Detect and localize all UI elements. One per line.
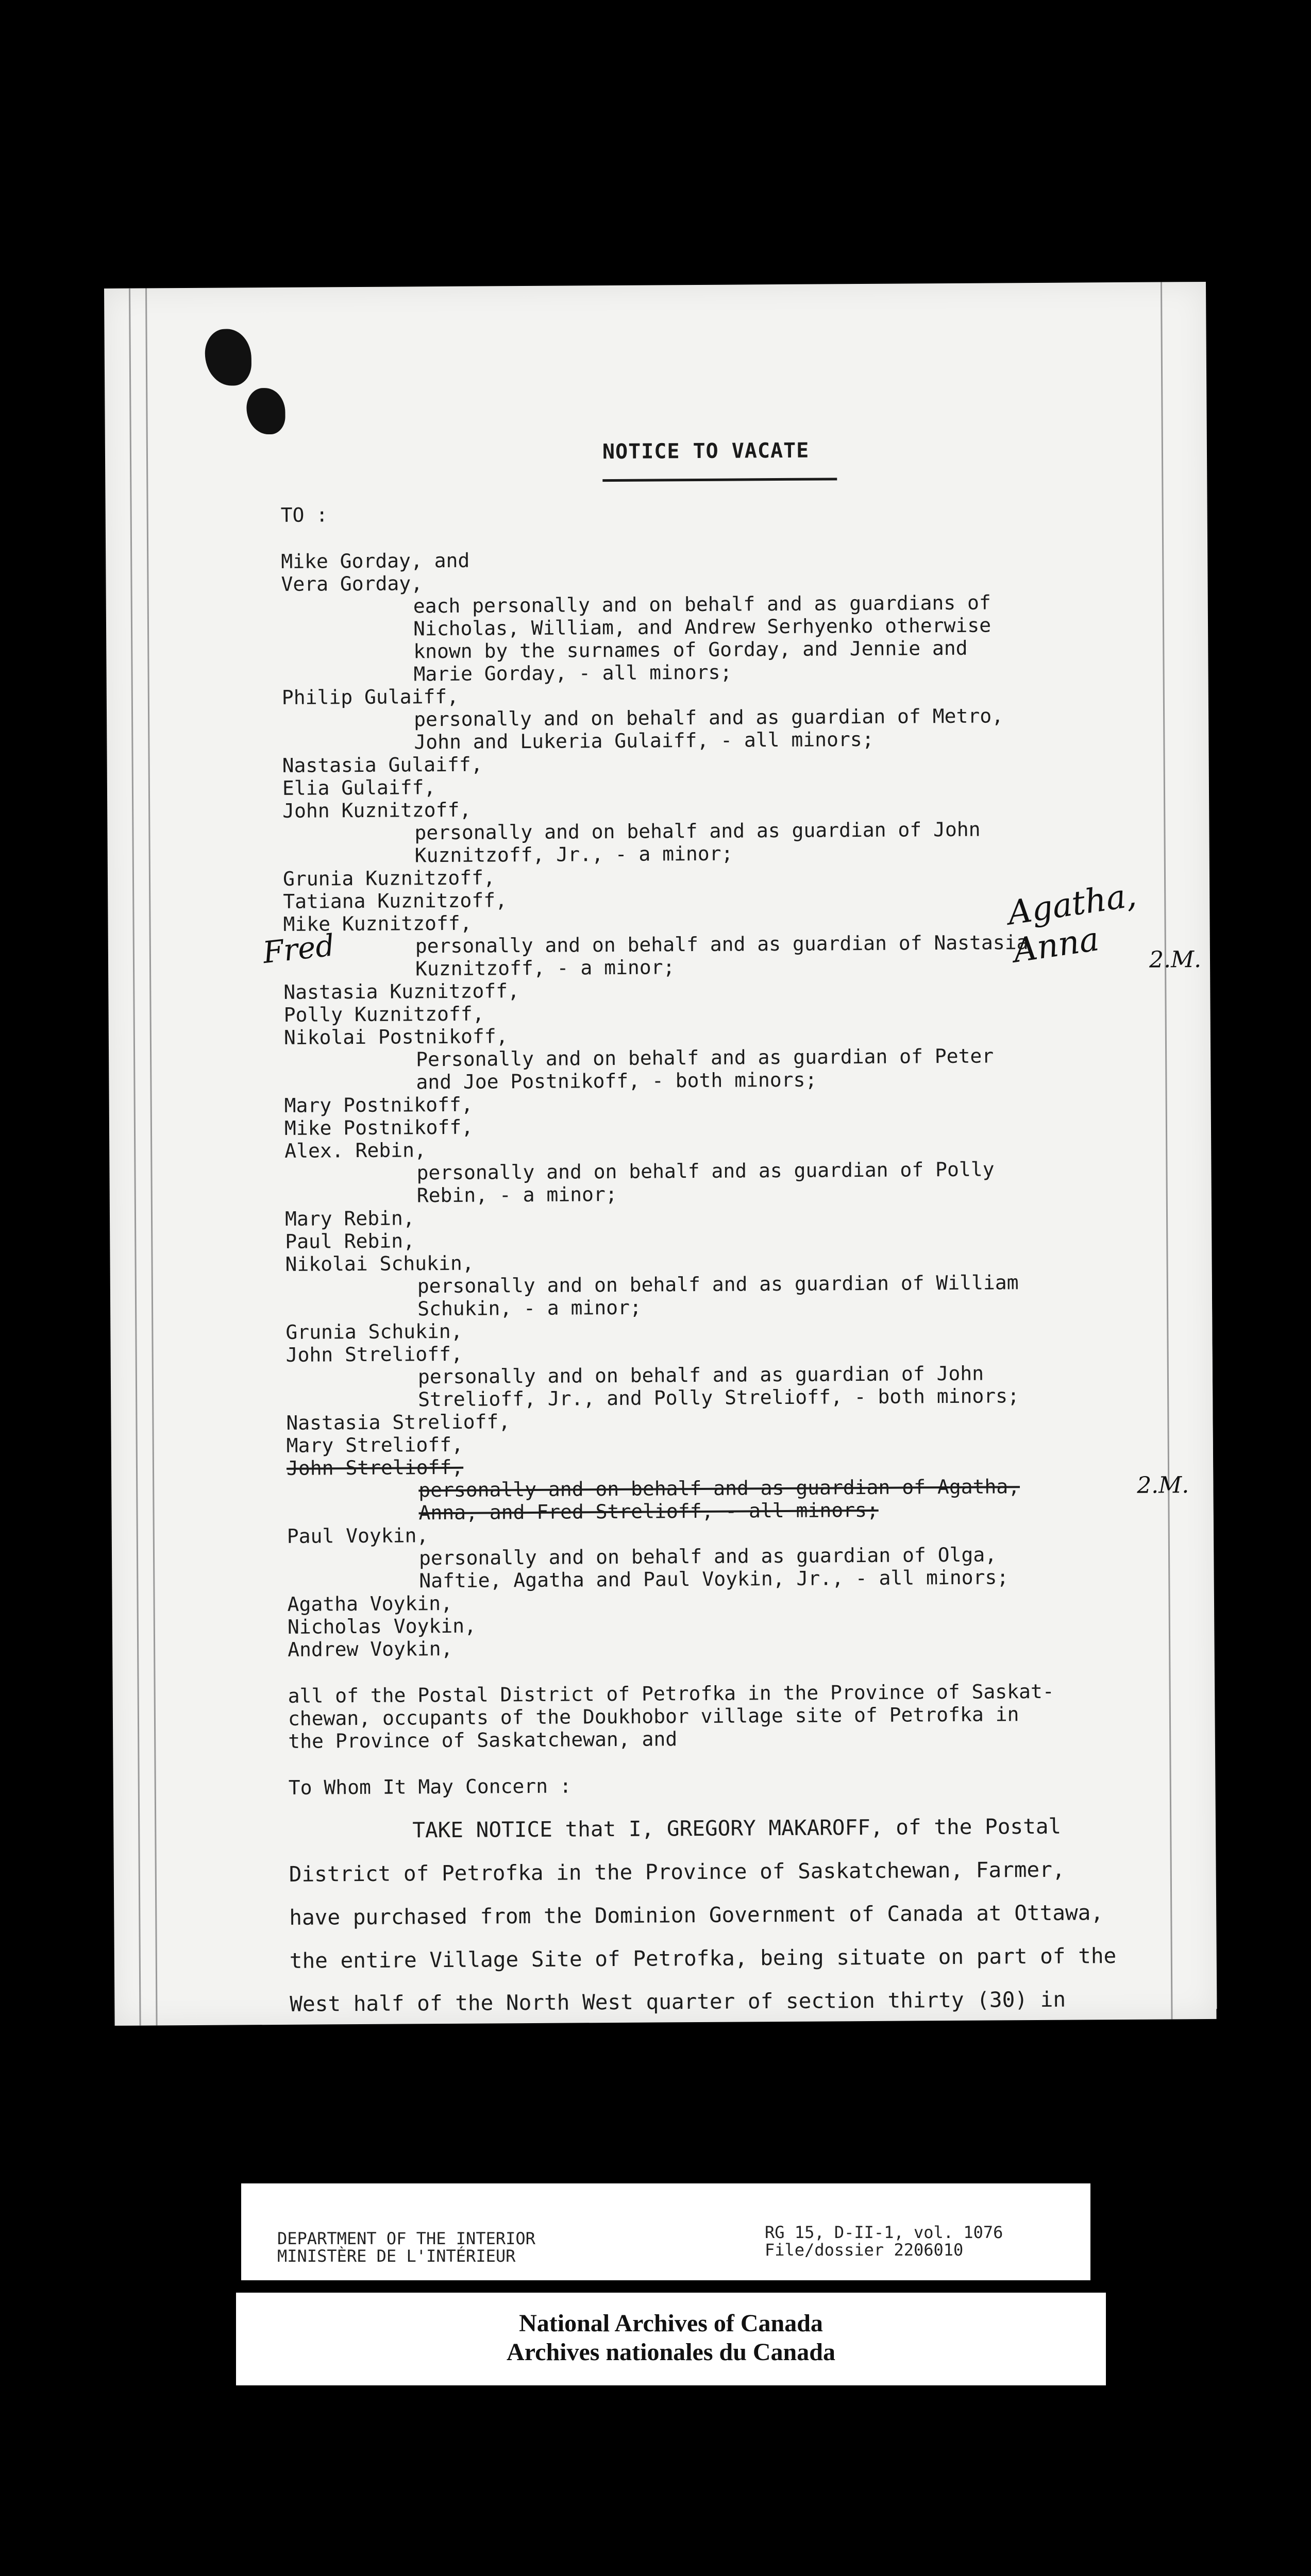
addressee-name: Nastasia Gulaiff, xyxy=(282,753,483,777)
addressee-name: Polly Kuznitzoff, xyxy=(283,1002,484,1026)
guardian-clause-line: personally and on behalf and as guardian of John xyxy=(414,818,981,844)
guardian-clause-line: Marie Gorday, - all minors; xyxy=(413,660,732,686)
addressee-name: Nikolai Schukin, xyxy=(285,1251,474,1276)
archives-en: National Archives of Canada xyxy=(519,2310,823,2337)
department-label xyxy=(241,2183,1090,2280)
department-fr: MINISTÈRE DE L'INTÉRIEUR xyxy=(277,2246,516,2266)
guardian-clause-line: personally and on behalf and as guardian of John xyxy=(417,1362,984,1388)
guardian-clause-line: known by the surnames of Gorday, and Jennie and xyxy=(413,636,968,663)
addressee-name: Mike Gorday, and xyxy=(281,549,470,573)
handwritten-mark: 2.M. xyxy=(1149,946,1202,973)
archives-label xyxy=(236,2293,1106,2385)
paragraph-line: West half of the North West quarter of section thirty (30) in xyxy=(290,1987,1066,2016)
guardian-clause-line: Strelioff, Jr., and Polly Strelioff, - both minors; xyxy=(418,1384,1020,1411)
guardian-clause-line: personally and on behalf and as guardian of Polly xyxy=(416,1158,995,1184)
addressee-name: John Kuznitzoff, xyxy=(282,798,472,822)
addressee-name: Nastasia Kuznitzoff, xyxy=(283,979,520,1004)
handwritten-fred: Fred xyxy=(261,927,337,971)
punch-hole xyxy=(205,329,251,386)
district-line: all of the Postal District of Petrofka in the Province of Saskat- xyxy=(288,1680,1054,1707)
guardian-clause-line: Kuznitzoff, Jr., - a minor; xyxy=(414,842,733,867)
archives-fr: Archives nationales du Canada xyxy=(507,2338,835,2366)
guardian-clause-line: John and Lukeria Gulaiff, - all minors; xyxy=(414,727,874,754)
paragraph-line: TAKE NOTICE that I, GREGORY MAKAROFF, of the Postal xyxy=(412,1814,1062,1843)
concern-line: To Whom It May Concern : xyxy=(288,1774,572,1799)
addressee-name: Nikolai Postnikoff, xyxy=(283,1025,508,1049)
guardian-clause-line: personally and on behalf and as guardian of Agatha, xyxy=(418,1475,1020,1502)
addressee-name: Philip Gulaiff, xyxy=(281,685,459,709)
addressee-name: Nicholas Voykin, xyxy=(287,1614,477,1638)
guardian-clause-line: Kuznitzoff, - a minor; xyxy=(415,956,675,980)
addressee-name: John Strelioff, xyxy=(286,1455,464,1480)
addressee-name: Mary Postnikoff, xyxy=(284,1093,473,1117)
addressee-name: Mike Kuznitzoff, xyxy=(283,911,472,936)
handwritten-names: Agatha, Anna xyxy=(1005,876,1139,971)
addressee-name: Grunia Schukin, xyxy=(285,1319,463,1344)
guardian-clause-line: Rebin, - a minor; xyxy=(416,1182,617,1207)
paragraph-line: have purchased from the Dominion Government of Canada at Ottawa, xyxy=(289,1900,1104,1930)
district-line: chewan, occupants of the Doukhobor village site of Petrofka in xyxy=(288,1703,1019,1730)
addressee-name: Andrew Voykin, xyxy=(288,1637,453,1661)
addressee-name: Agatha Voykin, xyxy=(287,1591,453,1616)
department-en: DEPARTMENT OF THE INTERIOR xyxy=(277,2229,535,2248)
addressee-name: Mike Postnikoff, xyxy=(284,1115,474,1140)
margin-line xyxy=(145,288,158,2025)
punch-hole xyxy=(246,388,285,434)
addressee-name: Elia Gulaiff, xyxy=(282,776,436,800)
notice-body xyxy=(281,498,1187,2026)
to-label: TO : xyxy=(280,503,328,527)
title-underline xyxy=(602,478,837,482)
guardian-clause-line: Nicholas, William, and Andrew Serhyenko otherwise xyxy=(413,614,991,640)
guardian-clause-line: personally and on behalf and as guardian of Metro, xyxy=(413,704,1004,731)
guardian-clause-line: personally and on behalf and as guardian of William xyxy=(417,1271,1019,1298)
guardian-clause-line: Personally and on behalf and as guardian of Peter xyxy=(416,1044,994,1071)
guardian-clause-line: Naftie, Agatha and Paul Voykin, Jr., - all minors; xyxy=(419,1566,1009,1592)
addressee-name: Vera Gorday, xyxy=(281,572,423,596)
paragraph-line: District of Petrofka in the Province of Saskatchewan, Farmer, xyxy=(289,1857,1065,1887)
file-number: File/dossier 2206010 xyxy=(765,2240,964,2260)
district-paragraph xyxy=(288,1679,1185,1753)
paragraph-line: the entire Village Site of Petrofka, being situate on part of the xyxy=(289,1943,1117,1973)
guardian-clause-line: personally and on behalf and as guardian of Nastasia xyxy=(415,931,1029,958)
addressee-list xyxy=(281,545,1184,1661)
margin-line xyxy=(129,289,141,2026)
take-notice-paragraph xyxy=(289,1804,1187,2026)
guardian-clause-line: and Joe Postnikoff, - both minors; xyxy=(416,1068,817,1094)
guardian-clause-line: personally and on behalf and as guardian of Olga, xyxy=(418,1543,997,1570)
archive-reference: RG 15, D-II-1, vol. 1076 xyxy=(765,2223,1003,2242)
notice-title: NOTICE TO VACATE xyxy=(602,438,810,464)
document-page xyxy=(104,282,1217,2026)
guardian-clause-line: Anna, and Fred Strelioff, - all minors; xyxy=(418,1498,879,1524)
addressee-name: John Strelioff, xyxy=(285,1342,463,1366)
guardian-clause-line: Schukin, - a minor; xyxy=(417,1296,642,1320)
addressee-name: Nastasia Strelioff, xyxy=(286,1410,511,1434)
addressee-name: Mary Rebin, xyxy=(284,1207,415,1230)
guardian-clause-line: each personally and on behalf and as guardians of xyxy=(413,591,991,618)
addressee-name: Mary Strelioff, xyxy=(286,1433,464,1457)
district-line: the Province of Saskatchewan, and xyxy=(288,1727,678,1753)
addressee-name: Paul Rebin, xyxy=(285,1229,415,1253)
addressee-name: Grunia Kuznitzoff, xyxy=(282,866,495,890)
addressee-name: Tatiana Kuznitzoff, xyxy=(283,889,508,913)
handwritten-mark: 2.M. xyxy=(1137,1472,1189,1499)
addressee-name: Alex. Rebin, xyxy=(284,1139,426,1162)
addressee-name: Paul Voykin, xyxy=(287,1524,429,1548)
